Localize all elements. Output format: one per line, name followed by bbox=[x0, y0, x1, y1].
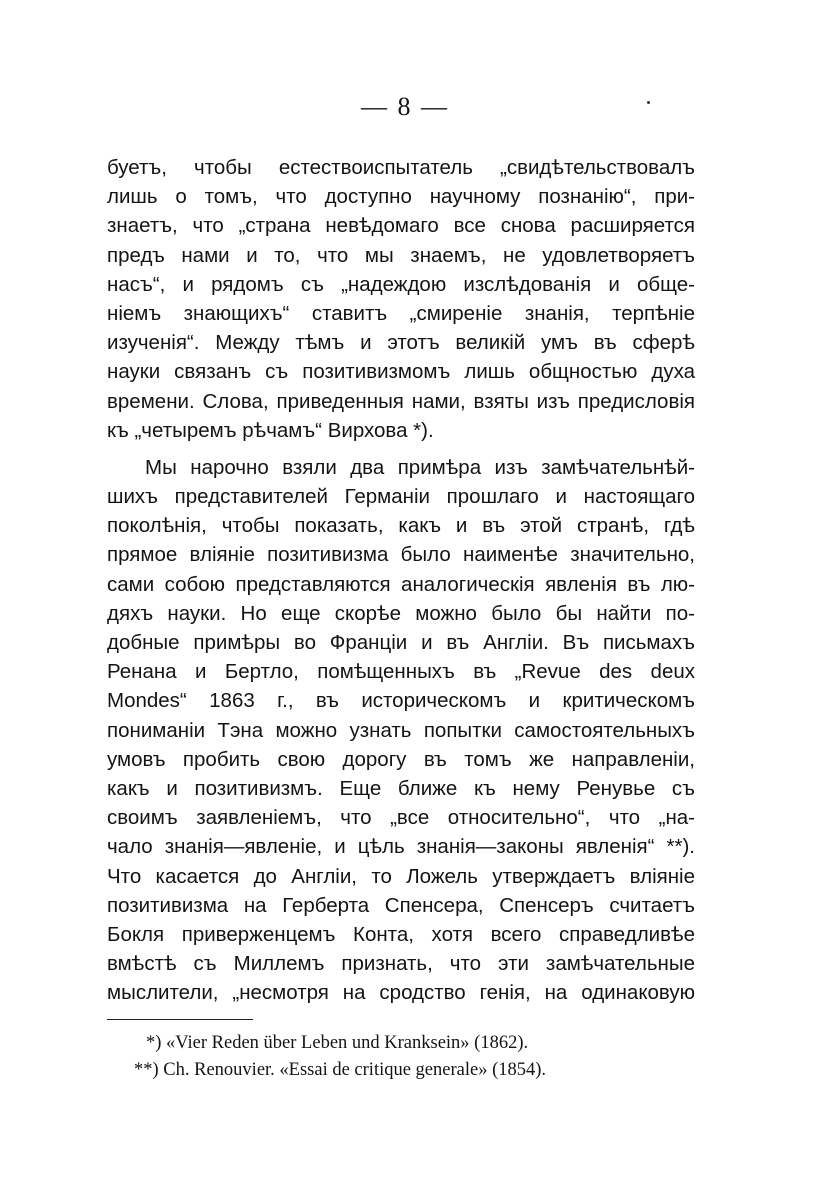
text-line: науки связанъ съ позитивизмомъ лишь общностью духа bbox=[107, 360, 695, 384]
text-line: буетъ, чтобы естествоиспытатель „свидѣтельствовалъ bbox=[107, 156, 695, 179]
print-speck bbox=[647, 101, 650, 104]
text-line: позитивизма на Герберта Спенсера, Спенсеръ считаетъ bbox=[107, 893, 695, 917]
text-line: добные примѣры во Франціи и въ Англіи. Въ письмахъ bbox=[107, 631, 695, 654]
text-line: какъ и позитивизмъ. Еще ближе къ нему Ренувье съ bbox=[107, 776, 695, 800]
text-line: къ „четыремъ рѣчамъ“ Вирхова *). bbox=[107, 418, 434, 442]
text-line: изученія“. Между тѣмъ и этотъ великій умъ въ сферѣ bbox=[107, 331, 695, 355]
text-line: Бокля приверженцемъ Конта, хотя всего справедливѣе bbox=[107, 922, 695, 946]
text-line: поколѣнія, чтобы показать, какъ и въ этой странѣ, гдѣ bbox=[107, 514, 695, 538]
footnotes bbox=[134, 1030, 654, 1084]
footnote-1: *) «Vier Reden über Leben und Kranksein» (1862). bbox=[146, 1033, 529, 1053]
paragraph-gap bbox=[107, 445, 695, 453]
paragraph-1 bbox=[107, 153, 695, 445]
paragraph-2 bbox=[107, 453, 695, 1008]
text-line: лишь о томъ, что доступно научному познанію“, при- bbox=[107, 185, 695, 209]
text-line: времени. Слова, приведенныя нами, взяты изъ предисловія bbox=[107, 389, 695, 413]
footnote-2: **) Ch. Renouvier. «Essai de critique generale» (1854). bbox=[134, 1060, 547, 1080]
text-line: шихъ представителей Германіи прошлаго и настоящаго bbox=[107, 485, 695, 509]
text-line: дяхъ науки. Но еще скорѣе можно было бы найти по- bbox=[107, 601, 695, 625]
text-line: пониманіи Тэна можно узнать попытки самостоятельныхъ bbox=[107, 718, 695, 742]
text-line: предъ нами и то, что мы знаемъ, не удовлетворяетъ bbox=[107, 243, 695, 267]
text-line: ніемъ знающихъ“ ставитъ „смиреніе знанія, терпѣніе bbox=[107, 301, 695, 325]
text-line: знаетъ, что „страна невѣдомаго все снова расширяется bbox=[107, 214, 695, 238]
text-line: умовъ пробить свою дорогу въ томъ же направленіи, bbox=[107, 747, 695, 771]
text-line: Mondes“ 1863 г., въ историческомъ и критическомъ bbox=[107, 689, 695, 713]
footnote-separator bbox=[107, 1019, 253, 1020]
text-line: мыслители, „несмотря на сродство генія, на одинаковую bbox=[107, 981, 695, 1005]
text-line: прямое вліяніе позитивизма было наименѣе значительно, bbox=[107, 543, 695, 567]
text-line: Мы нарочно взяли два примѣра изъ замѣчательнѣй- bbox=[145, 455, 695, 479]
text-line: Ренана и Бертло, помѣщенныхъ въ „Revue des deux bbox=[107, 660, 695, 684]
body-text bbox=[107, 153, 695, 1007]
text-line: своимъ заявленіемъ, что „все относительно“, что „на- bbox=[107, 806, 695, 830]
text-line: насъ“, и рядомъ съ „надеждою изслѣдованія и обще- bbox=[107, 272, 695, 296]
text-line: Что касается до Англіи, то Ложель утверждаетъ вліяніе bbox=[107, 864, 695, 888]
text-line: вмѣстѣ съ Миллемъ признать, что эти замѣчательные bbox=[107, 952, 695, 976]
text-line: чало знанія—явленіе, и цѣль знанія—законы явленія“ **). bbox=[107, 835, 695, 859]
page-number: — 8 — bbox=[361, 92, 449, 121]
text-line: сами собою представляются аналогическія явленія въ лю- bbox=[107, 572, 695, 596]
